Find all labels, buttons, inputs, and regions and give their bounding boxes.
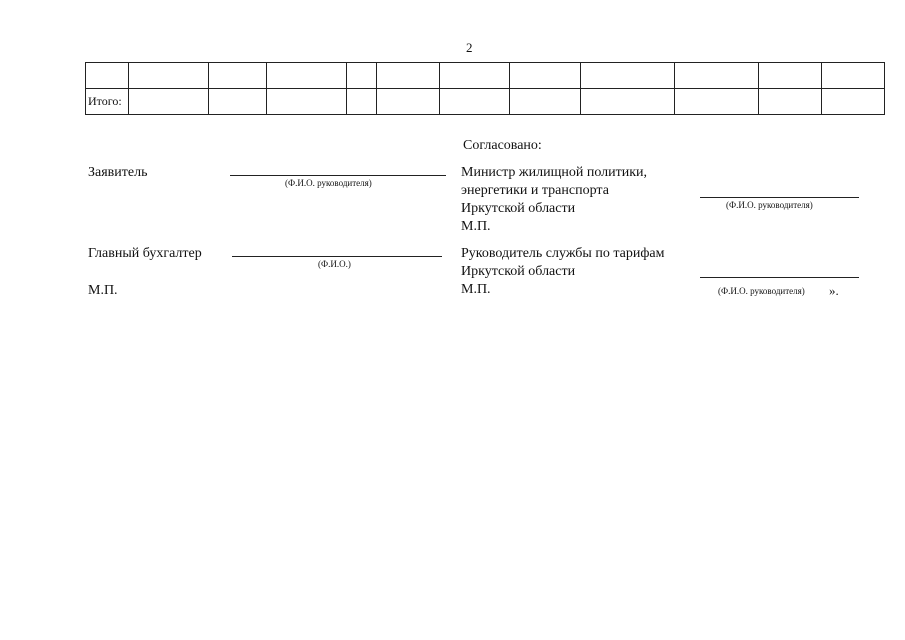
minister-title-line2: энергетики и транспорта (461, 183, 609, 198)
table-cell (440, 89, 510, 115)
table-cell (209, 89, 267, 115)
tariff-signature-line (700, 277, 859, 278)
table-cell (510, 89, 581, 115)
tariff-stamp: М.П. (461, 282, 491, 297)
applicant-caption: (Ф.И.О. руководителя) (285, 178, 372, 188)
table-cell (86, 63, 129, 89)
summary-table (85, 62, 885, 115)
table-cell (377, 63, 440, 89)
tariff-caption: (Ф.И.О. руководителя) (718, 286, 805, 296)
table-cell (129, 63, 209, 89)
minister-stamp: М.П. (461, 219, 491, 234)
minister-title-line3: Иркутской области (461, 201, 576, 216)
table-cell (347, 89, 377, 115)
table-cell (581, 63, 675, 89)
table-cell (267, 89, 347, 115)
table-cell (759, 89, 822, 115)
minister-caption: (Ф.И.О. руководителя) (726, 200, 813, 210)
table-cell (675, 89, 759, 115)
applicant-signature-line (230, 175, 446, 176)
applicant-label: Заявитель (88, 165, 148, 180)
tariff-title-line1: Руководитель службы по тарифам (461, 246, 665, 261)
table-cell (822, 89, 885, 115)
minister-title-line1: Министр жилищной политики, (461, 165, 648, 180)
table-cell: Итого: (86, 89, 129, 115)
table-cell (581, 89, 675, 115)
agreed-heading: Согласовано: (463, 138, 542, 153)
table-cell (822, 63, 885, 89)
accountant-caption: (Ф.И.О.) (318, 259, 351, 269)
tariff-title-line2: Иркутской области (461, 264, 576, 279)
table-cell (267, 63, 347, 89)
accountant-label: Главный бухгалтер (88, 246, 202, 261)
table-cell (440, 63, 510, 89)
table-cell (129, 89, 209, 115)
table-cell (510, 63, 581, 89)
table-cell (759, 63, 822, 89)
closing-quote: ». (829, 283, 839, 298)
page-number: 2 (466, 40, 473, 55)
table-cell (377, 89, 440, 115)
table-cell (675, 63, 759, 89)
minister-signature-line (700, 197, 859, 198)
accountant-signature-line (232, 256, 442, 257)
table-row (86, 63, 885, 89)
table-cell (209, 63, 267, 89)
left-stamp: М.П. (88, 283, 118, 298)
table-row (86, 89, 885, 115)
table-cell (347, 63, 377, 89)
